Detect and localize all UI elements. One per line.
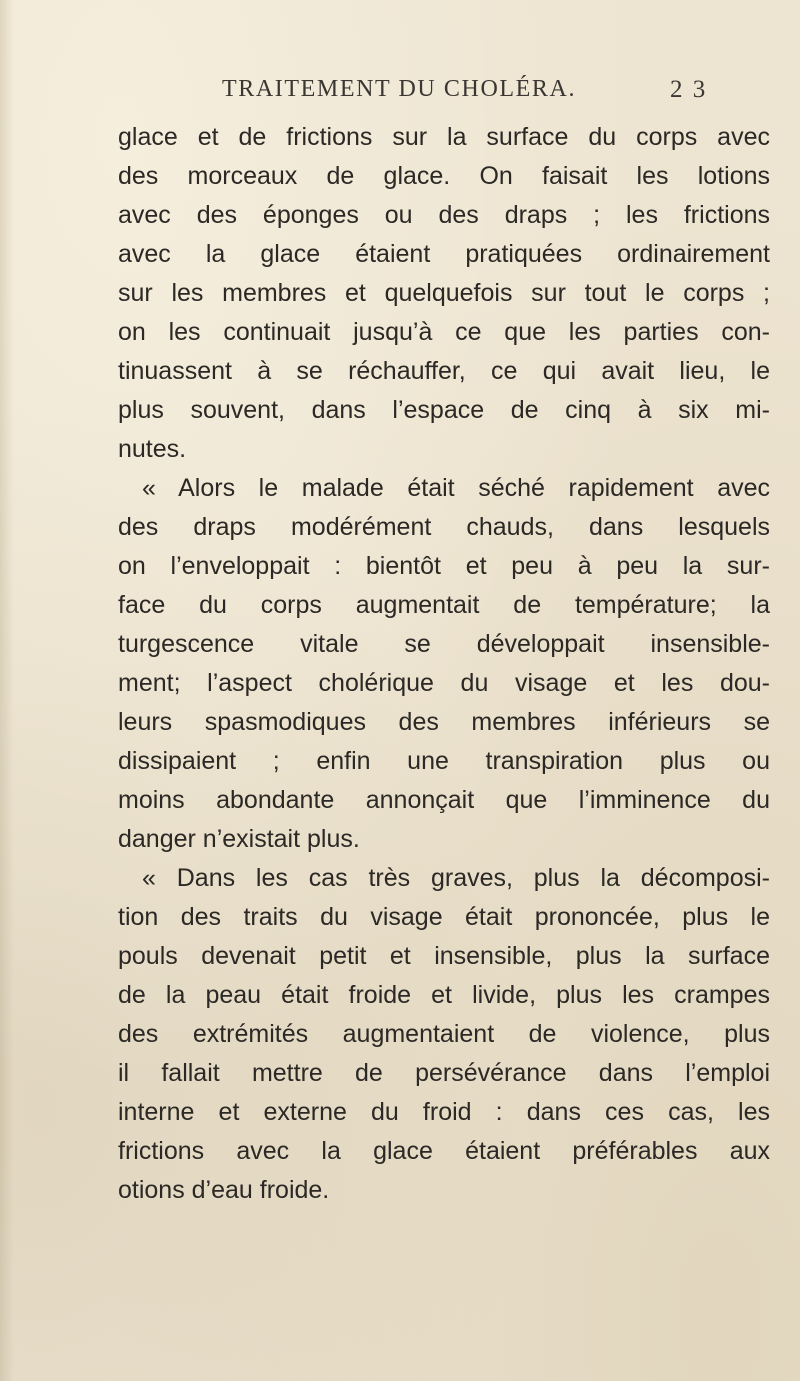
text-line: glace et de frictions sur la surface du corps avec: [118, 123, 770, 151]
text-line: il fallait mettre de persévérance dans l’emploi: [118, 1059, 770, 1087]
text-line: ment; l’aspect cholérique du visage et les dou-: [118, 669, 770, 697]
text-line: frictions avec la glace étaient préférables aux: [118, 1137, 770, 1165]
text-line: des draps modérément chauds, dans lesquels: [118, 513, 770, 541]
text-line: pouls devenait petit et insensible, plus la surface: [118, 942, 770, 970]
page-edge-shading: [0, 0, 14, 1381]
text-line: dissipaient ; enfin une transpiration plus ou: [118, 747, 770, 775]
page-number: 2 3: [670, 76, 708, 103]
text-line: des morceaux de glace. On faisait les lotions: [118, 162, 770, 190]
text-line: plus souvent, dans l’espace de cinq à six mi-: [118, 396, 770, 424]
text-line: on les continuait jusqu’à ce que les parties con-: [118, 318, 770, 346]
text-line: avec des éponges ou des draps ; les frictions: [118, 201, 770, 229]
text-line: tinuassent à se réchauffer, ce qui avait lieu, le: [118, 357, 770, 385]
text-line: sur les membres et quelquefois sur tout le corps ;: [118, 279, 770, 307]
paragraph-start-line: « Alors le malade était séché rapidement avec: [142, 474, 770, 502]
running-head: [0, 66, 800, 106]
text-line: tion des traits du visage était prononcée, plus le: [118, 903, 770, 931]
text-line: on l’enveloppait : bientôt et peu à peu la sur-: [118, 552, 770, 580]
text-line: otions d’eau froide.: [118, 1176, 330, 1204]
text-line: interne et externe du froid : dans ces cas, les: [118, 1098, 770, 1126]
paragraph-start-line: « Dans les cas très graves, plus la décomposi-: [142, 864, 770, 892]
text-line: moins abondante annonçait que l’imminence du: [118, 786, 770, 814]
text-line: des extrémités augmentaient de violence, plus: [118, 1020, 770, 1048]
text-line: de la peau était froide et livide, plus les crampes: [118, 981, 770, 1009]
text-line: nutes.: [118, 435, 187, 463]
text-line: leurs spasmodiques des membres inférieurs se: [118, 708, 770, 736]
text-line: danger n’existait plus.: [118, 825, 360, 853]
text-line: face du corps augmentait de température; la: [118, 591, 770, 619]
running-title: TRAITEMENT DU CHOLÉRA.: [222, 76, 577, 102]
text-line: avec la glace étaient pratiquées ordinairement: [118, 240, 770, 268]
text-line: turgescence vitale se développait insensible-: [118, 630, 770, 658]
